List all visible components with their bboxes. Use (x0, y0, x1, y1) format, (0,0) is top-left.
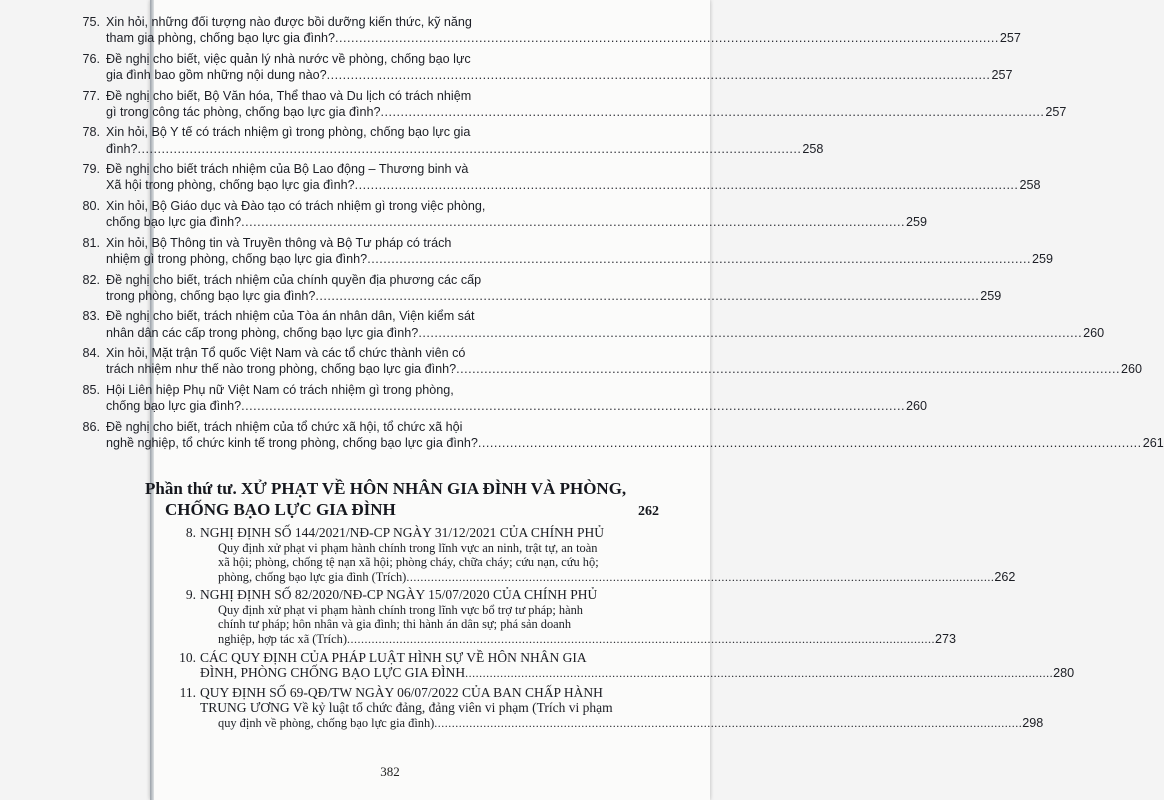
entry-line (106, 288, 1002, 304)
dot-leader (418, 325, 1082, 341)
entry-text: trong phòng, chống bạo lực gia đình? (106, 288, 316, 303)
section-heading: NGHỊ ĐỊNH SỐ 144/2021/NĐ-CP NGÀY 31/12/2021 CỦA CHÍNH PHỦ (200, 525, 605, 540)
entry-line (106, 235, 540, 251)
section-heading: ĐÌNH, PHÒNG CHỐNG BẠO LỰC GIA ĐÌNH (200, 665, 466, 681)
toc-entry (70, 382, 928, 414)
entry-line (106, 382, 540, 398)
part-page-number: 262 (638, 504, 659, 519)
dot-leader (465, 666, 1053, 682)
entry-page: 261 (1142, 435, 1164, 450)
section-description-line (200, 555, 638, 570)
section-description-line (200, 631, 956, 647)
toc-entry (70, 88, 1067, 120)
entry-page: 258 (1019, 178, 1041, 193)
entry-page: 259 (980, 288, 1002, 303)
toc-entry (70, 14, 1021, 46)
question-list (70, 14, 1164, 456)
entry-number: 86. (82, 419, 100, 434)
page-number: 382 (380, 764, 400, 779)
dot-leader (241, 398, 905, 414)
entry-number: 84. (82, 346, 100, 361)
entry-page: 259 (906, 215, 928, 230)
entry-text: Đề nghị cho biết, trách nhiệm của tổ chức xã hội, tổ chức xã hội (106, 419, 463, 434)
entry-number: 81. (82, 235, 100, 250)
entry-text: Hội Liên hiệp Phụ nữ Việt Nam có trách nhiệm gì trong phòng, (106, 382, 454, 397)
toc-entry (70, 272, 1002, 304)
section-heading-line (200, 685, 638, 701)
toc-section (178, 684, 1044, 731)
section-number: 10. (179, 649, 196, 665)
entry-line (106, 51, 540, 67)
section-number: 9. (185, 587, 196, 603)
dot-leader (241, 214, 905, 230)
entry-line (106, 177, 1041, 193)
part-title-line1: Phần thứ tư. XỬ PHẠT VỀ HÔN NHÂN GIA ĐÌNH VÀ PHÒNG, (145, 479, 627, 498)
entry-line (106, 435, 1164, 451)
section-description-line (200, 569, 1016, 585)
dot-leader (456, 361, 1120, 377)
entry-text: chống bạo lực gia đình? (106, 399, 242, 414)
part-heading (145, 478, 665, 522)
entry-text: Đề nghị cho biết, trách nhiệm của chính quyền địa phương các cấp (106, 272, 482, 287)
entry-number: 79. (82, 162, 100, 177)
dot-leader (355, 177, 1019, 193)
section-heading: TRUNG ƯƠNG Về kỷ luật tổ chức đảng, đảng viên vi phạm (Trích vi phạm (200, 700, 613, 716)
entry-line (106, 272, 540, 288)
part-title-line2-row (145, 499, 665, 522)
toc-entry (70, 198, 928, 230)
entry-line (106, 345, 540, 361)
section-description: chính tư pháp; hôn nhân và gia đình; thi hành án dân sự; phá sản doanh (218, 617, 572, 632)
dot-leader (434, 716, 1022, 731)
dot-leader (367, 251, 1031, 267)
entry-line (106, 141, 824, 157)
entry-line (106, 214, 928, 230)
entry-text: tham gia phòng, chống bạo lực gia đình? (106, 31, 335, 46)
toc-entry (70, 345, 1142, 377)
entry-text: Đề nghị cho biết, trách nhiệm của Tòa án nhân dân, Viện kiểm sát (106, 309, 475, 324)
entry-text: trách nhiệm như thế nào trong phòng, chống bạo lực gia đình? (106, 362, 457, 377)
dot-leader (347, 632, 935, 647)
toc-section (178, 525, 1016, 584)
section-heading: NGHỊ ĐỊNH SỐ 82/2020/NĐ-CP NGÀY 15/07/2020 CỦA CHÍNH PHỦ (200, 587, 598, 603)
entry-page: 260 (1120, 362, 1142, 377)
toc-entry (70, 161, 1041, 193)
section-description: quy định về phòng, chống bạo lực gia đình) (218, 715, 435, 730)
entry-line (106, 398, 928, 414)
section-heading-line (200, 700, 638, 716)
section-heading-line (200, 525, 638, 541)
entry-line (106, 308, 540, 324)
dot-leader (406, 570, 994, 585)
section-description: nghiệp, hợp tác xã (Trích) (218, 631, 347, 646)
section-heading: QUY ĐỊNH SỐ 69-QĐ/TW NGÀY 06/07/2022 CỦA BAN CHẤP HÀNH (200, 684, 603, 700)
entry-text: chống bạo lực gia đình? (106, 215, 242, 230)
section-description-line (200, 603, 638, 618)
dot-leader (138, 141, 802, 157)
entry-text: gì trong công tác phòng, chống bạo lực gia đình? (106, 104, 381, 119)
section-page: 298 (1022, 715, 1044, 730)
toc-entry (70, 419, 1164, 451)
entry-line (106, 419, 540, 435)
entry-text: Đề nghị cho biết trách nhiệm của Bộ Lao động – Thương binh và (106, 162, 469, 177)
section-description: Quy định xử phạt vi phạm hành chính trong lĩnh vực bổ trợ tư pháp; hành (218, 602, 583, 617)
dot-leader (327, 67, 991, 83)
entry-line (106, 251, 1054, 267)
toc-entry (70, 235, 1054, 267)
entry-number: 77. (82, 88, 100, 103)
section-description-line (200, 715, 1044, 731)
entry-line (106, 161, 540, 177)
toc-entry (70, 124, 824, 156)
entry-text: Xin hỏi, Bộ Giáo dục và Đào tạo có trách nhiệm gì trong việc phòng, (106, 198, 486, 213)
entry-text: nhiệm gì trong phòng, chống bạo lực gia đình? (106, 251, 368, 266)
section-description: Quy định xử phạt vi phạm hành chính trong lĩnh vực an ninh, trật tự, an toàn (218, 540, 598, 555)
entry-line (106, 88, 540, 104)
section-page: 280 (1053, 666, 1075, 681)
section-heading: CÁC QUY ĐỊNH CỦA PHÁP LUẬT HÌNH SỰ VỀ HÔN NHÂN GIA (200, 649, 587, 665)
part-title-line2: CHỐNG BẠO LỰC GIA ĐÌNH (165, 500, 396, 519)
entry-line (106, 361, 1142, 377)
entry-line (106, 325, 1105, 341)
section-list (178, 525, 1075, 733)
entry-text: Đề nghị cho biết, việc quản lý nhà nước về phòng, chống bạo lực (106, 51, 471, 66)
section-description-line (200, 541, 638, 556)
dot-leader (381, 104, 1045, 120)
toc-section (178, 649, 1075, 682)
section-number: 8. (185, 525, 196, 540)
entry-text: đình? (106, 141, 138, 156)
toc-entry (70, 308, 1105, 340)
entry-line (106, 198, 540, 214)
toc-section (178, 587, 956, 646)
entry-number: 85. (82, 382, 100, 397)
section-description: xã hội; phòng, chống tệ nạn xã hội; phòng cháy, chữa cháy; cứu nạn, cứu hộ; (218, 555, 599, 570)
entry-line (106, 14, 540, 30)
section-page: 262 (994, 569, 1016, 584)
entry-number: 76. (82, 51, 100, 66)
section-description: phòng, chống bạo lực gia đình (Trích) (218, 569, 407, 584)
entry-number: 82. (82, 272, 100, 287)
entry-text: Xin hỏi, Bộ Y tế có trách nhiệm gì trong phòng, chống bạo lực gia (106, 125, 471, 140)
entry-line (106, 30, 1021, 46)
entry-page: 260 (1083, 325, 1105, 340)
dot-leader (335, 30, 999, 46)
entry-text: Xã hội trong phòng, chống bạo lực gia đình? (106, 178, 355, 193)
entry-text: Xin hỏi, những đối tượng nào được bồi dưỡng kiến thức, kỹ năng (106, 15, 472, 29)
entry-text: gia đình bao gồm những nội dung nào? (106, 68, 327, 82)
section-description-line (200, 617, 638, 632)
entry-number: 83. (82, 309, 100, 324)
section-number: 11. (179, 684, 196, 700)
toc-entry (70, 51, 1013, 83)
entry-text: nhân dân các cấp trong phòng, chống bạo lực gia đình? (106, 325, 419, 340)
entry-line (106, 124, 540, 140)
dot-leader (315, 288, 979, 304)
entry-number: 75. (82, 15, 100, 29)
entry-number: 80. (82, 198, 100, 213)
entry-page: 258 (802, 141, 824, 156)
dot-leader (478, 435, 1142, 451)
entry-page: 257 (1045, 104, 1067, 119)
entry-page: 257 (991, 68, 1013, 82)
section-page: 273 (934, 631, 956, 646)
entry-page: 257 (999, 31, 1021, 46)
entry-text: Xin hỏi, Bộ Thông tin và Truyền thông và Bộ Tư pháp có trách (106, 235, 452, 250)
section-heading-line (200, 650, 638, 666)
entry-line (106, 104, 1067, 120)
entry-page: 259 (1032, 251, 1054, 266)
entry-number: 78. (82, 125, 100, 140)
entry-text: nghề nghiệp, tổ chức kinh tế trong phòng, chống bạo lực gia đình? (106, 435, 478, 450)
section-heading-line (200, 587, 638, 603)
entry-page: 260 (906, 399, 928, 414)
entry-text: Xin hỏi, Mặt trận Tổ quốc Việt Nam và các tổ chức thành viên có (106, 346, 466, 361)
entry-line (106, 67, 1013, 83)
section-heading-line (200, 665, 1075, 682)
entry-text: Đề nghị cho biết, Bộ Văn hóa, Thể thao và Du lịch có trách nhiệm (106, 88, 472, 103)
